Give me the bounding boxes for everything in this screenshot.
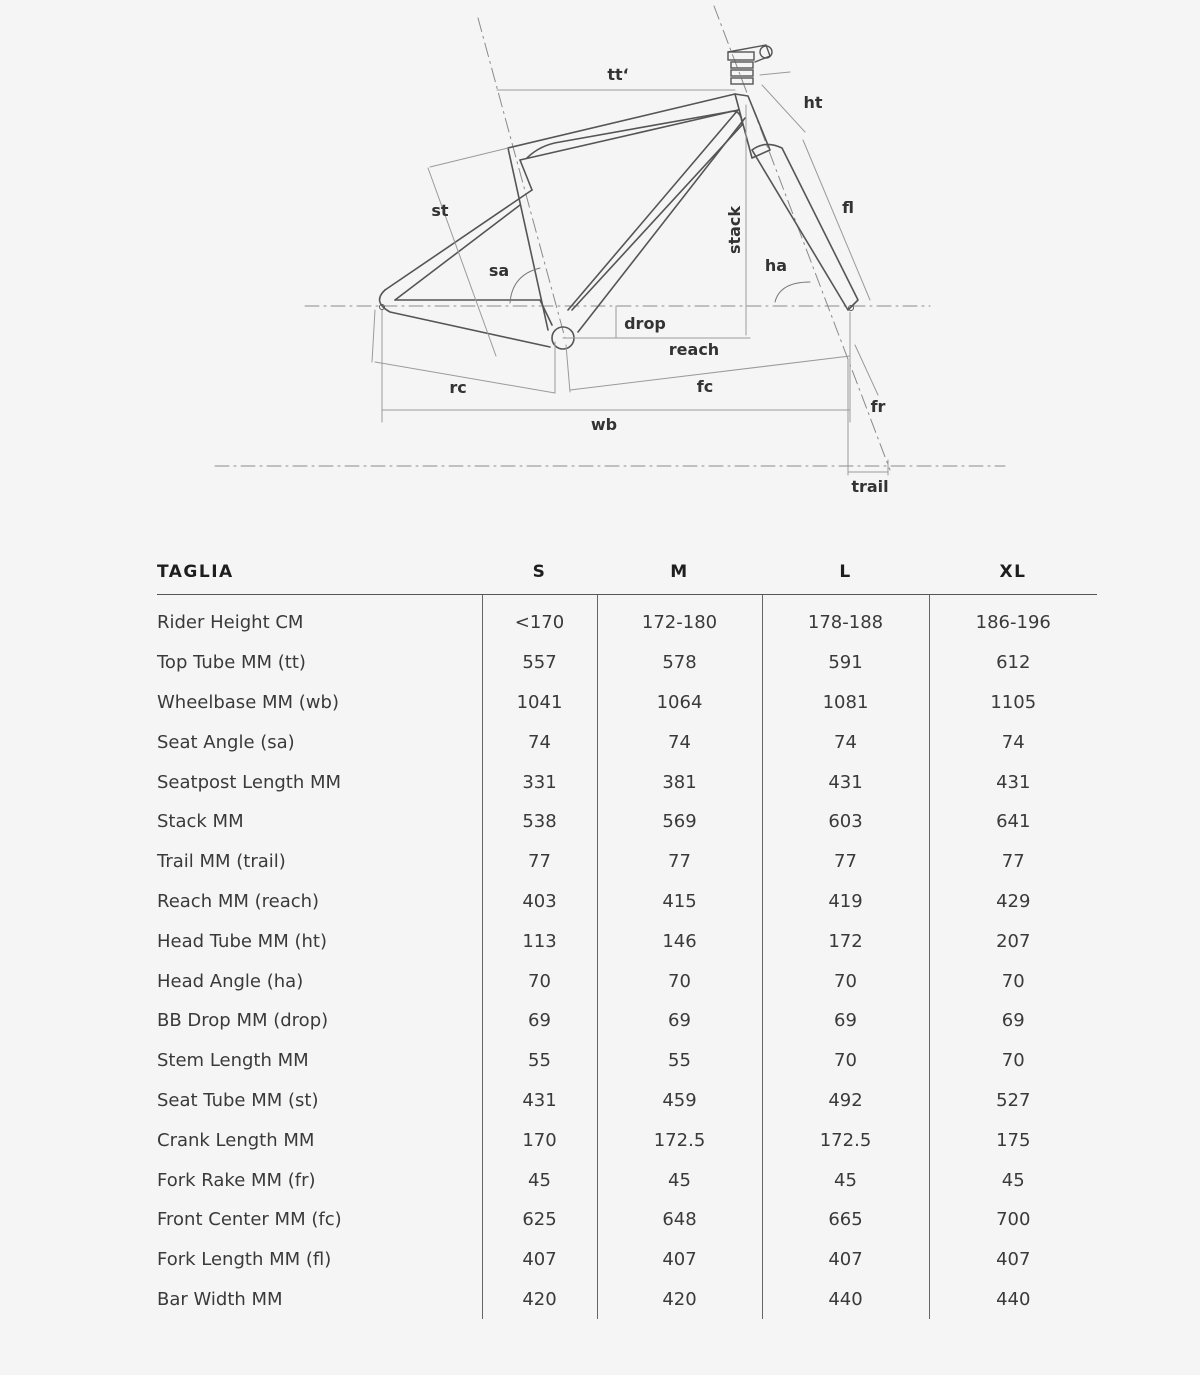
- row-value: 70: [929, 961, 1097, 1001]
- row-value: 415: [597, 882, 762, 922]
- row-value: 77: [597, 842, 762, 882]
- row-value: 431: [929, 762, 1097, 802]
- label-ht: ht: [803, 93, 823, 112]
- row-value: 207: [929, 921, 1097, 961]
- bike-geometry-diagram: [0, 0, 1200, 510]
- table-row: [157, 961, 1097, 1001]
- table-row: [157, 882, 1097, 922]
- header-size-m: M: [597, 550, 762, 595]
- table-body: [157, 595, 1097, 1320]
- row-value: 77: [482, 842, 597, 882]
- row-label: Front Center MM (fc): [157, 1209, 342, 1231]
- row-value: 178-188: [762, 595, 929, 643]
- row-value: 612: [929, 643, 1097, 683]
- table-row: [157, 1240, 1097, 1280]
- row-value: 440: [929, 1280, 1097, 1320]
- label-rc: rc: [449, 378, 467, 397]
- row-label: Crank Length MM: [157, 1129, 315, 1151]
- label-fr: fr: [870, 397, 886, 416]
- table-row: [157, 722, 1097, 762]
- label-fc: fc: [696, 377, 714, 396]
- row-value: 431: [762, 762, 929, 802]
- row-value: 578: [597, 643, 762, 683]
- row-label: Head Tube MM (ht): [157, 930, 327, 952]
- row-value: 420: [597, 1280, 762, 1320]
- row-value: 55: [597, 1041, 762, 1081]
- header-size-xl: XL: [929, 550, 1097, 595]
- frame-outline: [380, 94, 858, 347]
- row-value: 70: [482, 961, 597, 1001]
- row-value: 459: [597, 1081, 762, 1121]
- table-row: [157, 1081, 1097, 1121]
- table-row: [157, 802, 1097, 842]
- row-label: Wheelbase MM (wb): [157, 691, 339, 713]
- label-drop: drop: [624, 314, 666, 333]
- row-value: 69: [597, 1001, 762, 1041]
- row-value: 1064: [597, 683, 762, 723]
- row-value: 591: [762, 643, 929, 683]
- row-value: 331: [482, 762, 597, 802]
- row-value: 440: [762, 1280, 929, 1320]
- row-value: 74: [929, 722, 1097, 762]
- table-row: [157, 643, 1097, 683]
- row-value: 1081: [762, 683, 929, 723]
- row-value: 172: [762, 921, 929, 961]
- row-value: 648: [597, 1200, 762, 1240]
- row-value: 74: [482, 722, 597, 762]
- row-value: 45: [482, 1160, 597, 1200]
- head-angle-arc: [775, 282, 810, 302]
- row-label: Seatpost Length MM: [157, 771, 342, 793]
- row-value: 641: [929, 802, 1097, 842]
- row-label: Rider Height CM: [157, 612, 304, 634]
- row-value: 77: [929, 842, 1097, 882]
- row-value: 429: [929, 882, 1097, 922]
- row-value: 70: [762, 961, 929, 1001]
- row-label: Seat Angle (sa): [157, 731, 295, 753]
- row-value: 113: [482, 921, 597, 961]
- table-row: [157, 1160, 1097, 1200]
- row-value: 70: [597, 961, 762, 1001]
- row-value: 407: [762, 1240, 929, 1280]
- row-value: 74: [597, 722, 762, 762]
- row-value: 70: [929, 1041, 1097, 1081]
- row-value: 77: [762, 842, 929, 882]
- dimension-lines: [372, 72, 888, 475]
- header-size-s: S: [482, 550, 597, 595]
- row-value: 538: [482, 802, 597, 842]
- row-value: 74: [762, 722, 929, 762]
- label-st: st: [431, 201, 449, 220]
- label-trail: trail: [851, 477, 889, 496]
- row-value: 175: [929, 1120, 1097, 1160]
- row-label: Head Angle (ha): [157, 970, 304, 992]
- row-value: 527: [929, 1081, 1097, 1121]
- row-value: 146: [597, 921, 762, 961]
- label-reach: reach: [668, 340, 720, 359]
- row-label: Stem Length MM: [157, 1050, 309, 1072]
- row-value: 381: [597, 762, 762, 802]
- row-value: 170: [482, 1120, 597, 1160]
- row-value: 69: [929, 1001, 1097, 1041]
- row-value: 403: [482, 882, 597, 922]
- row-value: 665: [762, 1200, 929, 1240]
- row-label: Top Tube MM (tt): [157, 652, 306, 674]
- table-row: [157, 1200, 1097, 1240]
- row-value: 603: [762, 802, 929, 842]
- table-row: [157, 595, 1097, 643]
- row-label: Trail MM (trail): [157, 851, 286, 873]
- row-label: Bar Width MM: [157, 1288, 283, 1310]
- row-value: 407: [482, 1240, 597, 1280]
- header-taglia: TAGLIA: [157, 550, 482, 595]
- table-row: [157, 1280, 1097, 1320]
- row-label: Reach MM (reach): [157, 890, 320, 912]
- row-value: <170: [482, 595, 597, 643]
- geometry-table: [157, 550, 1097, 1319]
- row-value: 625: [482, 1200, 597, 1240]
- table-row: [157, 842, 1097, 882]
- label-fl: fl: [842, 198, 854, 217]
- row-label: Fork Rake MM (fr): [157, 1169, 316, 1191]
- table-row: [157, 1041, 1097, 1081]
- row-value: 569: [597, 802, 762, 842]
- row-value: 55: [482, 1041, 597, 1081]
- row-value: 45: [597, 1160, 762, 1200]
- dimension-labels: [431, 65, 888, 496]
- row-value: 420: [482, 1280, 597, 1320]
- row-value: 1041: [482, 683, 597, 723]
- row-value: 172.5: [762, 1120, 929, 1160]
- row-value: 492: [762, 1081, 929, 1121]
- row-value: 557: [482, 643, 597, 683]
- label-sa: sa: [488, 261, 510, 280]
- row-value: 45: [762, 1160, 929, 1200]
- row-value: 69: [482, 1001, 597, 1041]
- row-value: 431: [482, 1081, 597, 1121]
- row-value: 700: [929, 1200, 1097, 1240]
- row-label: Stack MM: [157, 811, 244, 833]
- label-tt: tt‘: [607, 65, 629, 84]
- row-value: 69: [762, 1001, 929, 1041]
- table-row: [157, 921, 1097, 961]
- table-header-row: [157, 550, 1097, 595]
- header-size-l: L: [762, 550, 929, 595]
- table-row: [157, 1120, 1097, 1160]
- row-value: 45: [929, 1160, 1097, 1200]
- row-value: 172.5: [597, 1120, 762, 1160]
- row-label: Seat Tube MM (st): [157, 1089, 319, 1111]
- row-value: 172-180: [597, 595, 762, 643]
- label-wb: wb: [590, 415, 618, 434]
- row-value: 70: [762, 1041, 929, 1081]
- label-stack: stack: [725, 205, 744, 255]
- row-value: 1105: [929, 683, 1097, 723]
- label-ha: ha: [764, 256, 788, 275]
- row-value: 407: [929, 1240, 1097, 1280]
- stem: [728, 45, 772, 84]
- table-row: [157, 683, 1097, 723]
- table-row: [157, 762, 1097, 802]
- row-value: 407: [597, 1240, 762, 1280]
- row-label: BB Drop MM (drop): [157, 1010, 329, 1032]
- table-row: [157, 1001, 1097, 1041]
- row-value: 419: [762, 882, 929, 922]
- row-value: 186-196: [929, 595, 1097, 643]
- row-label: Fork Length MM (fl): [157, 1249, 332, 1271]
